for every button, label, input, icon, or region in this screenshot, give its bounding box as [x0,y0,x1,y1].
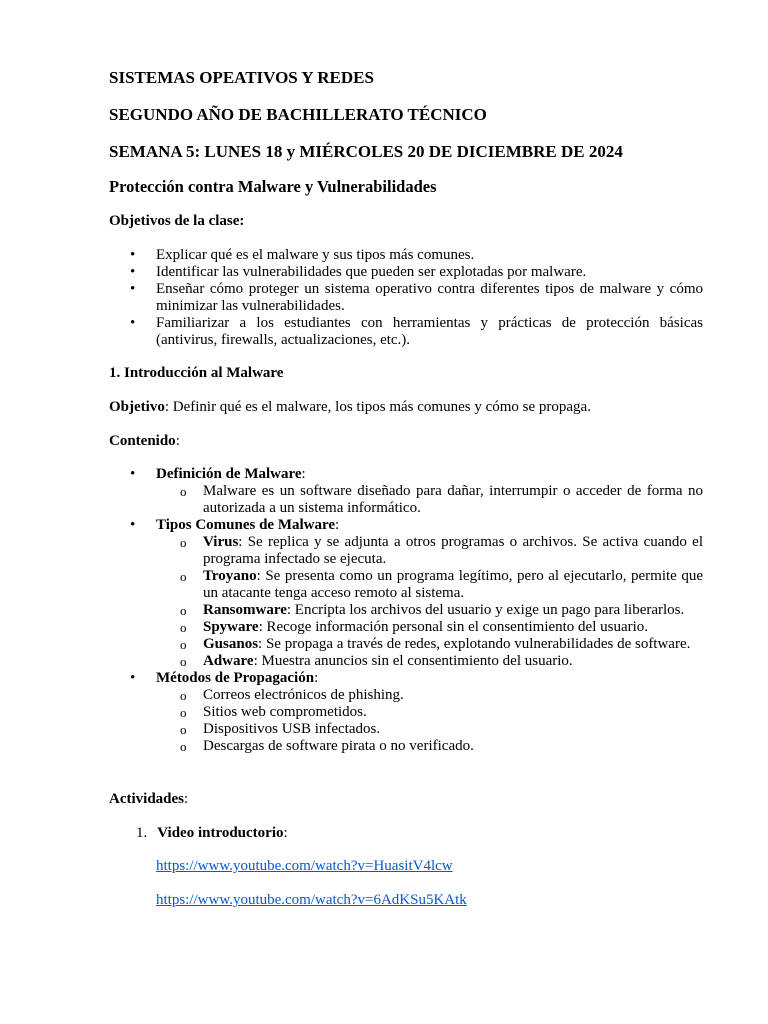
bullet-marker: • [130,264,136,280]
sub-bullet-marker: o [180,722,187,737]
list-item: • Tipos Comunes de Malware: [130,517,340,533]
objectives-heading: Objetivos de la clase: [109,213,245,229]
list-item: o Ransomware: Encripta los archivos del usuario y exige un pago para liberarlos. [180,602,685,618]
sub-bullet-marker: o [180,654,187,669]
content-label: Contenido: [109,433,180,449]
list-item: • Identificar las vulnerabilidades que pueden ser explotadas por malware. [130,264,587,280]
list-item: o Correos electrónicos de phishing. [180,687,404,703]
list-item: • Definición de Malware: [130,466,306,482]
list-item: • Explicar qué es el malware y sus tipos más comunes. [130,247,475,263]
bullet-marker: • [130,670,136,686]
bullet-marker: • [130,247,136,263]
list-item: o Troyano: Se presenta como un programa legítimo, pero al ejecutarlo, permite que un atacante tenga acceso remoto al sistema. [180,568,703,601]
activities-label: Actividades: [109,791,189,807]
sub-bullet-marker: o [180,569,187,584]
sub-bullet-marker: o [180,637,187,652]
list-item: o Malware es un software diseñado para dañar, interrumpir o acceder de forma no autorizada a un sistema informático. [180,483,703,516]
bullet-marker: • [130,281,136,297]
objective-line: Objetivo: Definir qué es el malware, los tipos más comunes y cómo se propaga. [109,399,591,415]
list-item: o Dispositivos USB infectados. [180,721,381,737]
sub-bullet-marker: o [180,739,187,754]
content-list [0,466,768,755]
week-heading: SEMANA 5: LUNES 18 y MIÉRCOLES 20 DE DICIEMBRE DE 2024 [109,142,623,161]
list-item: o Gusanos: Se propaga a través de redes, explotando vulnerabilidades de software. [180,636,691,652]
sub-bullet-marker: o [180,603,187,618]
list-item: • Métodos de Propagación: [130,670,319,686]
grade-heading: SEGUNDO AÑO DE BACHILLERATO TÉCNICO [109,105,487,124]
list-item: • Enseñar cómo proteger un sistema operativo contra diferentes tipos de malware y cómo minimizar las vulnerabilidades. [130,281,703,314]
list-item: o Spyware: Recoge información personal sin el consentimiento del usuario. [180,619,649,635]
sub-bullet-marker: o [180,535,187,550]
list-item: • Familiarizar a los estudiantes con herramientas y prácticas de protección básicas (antivirus, firewalls, actualizaciones, etc.). [130,315,703,348]
sub-bullet-marker: o [180,688,187,703]
sub-bullet-marker: o [180,484,187,499]
topic-heading: Protección contra Malware y Vulnerabilidades [109,177,437,196]
bullet-marker: • [130,315,136,331]
bullet-marker: • [130,517,136,533]
activity-1: 1. Video introductorio: [136,825,288,841]
section1-title: 1. Introducción al Malware [109,365,284,381]
list-item: o Sitios web comprometidos. [180,704,367,720]
subject-heading: SISTEMAS OPEATIVOS Y REDES [109,68,374,87]
video-link-1[interactable]: https://www.youtube.com/watch?v=HuasitV4lcw [156,858,453,874]
sub-bullet-marker: o [180,705,187,720]
list-item: o Descargas de software pirata o no verificado. [180,738,474,754]
video-link-2[interactable]: https://www.youtube.com/watch?v=6AdKSu5KAtk [156,892,467,908]
bullet-marker: • [130,466,136,482]
list-item: o Virus: Se replica y se adjunta a otros programas o archivos. Se activa cuando el programa infectado se ejecuta. [180,534,703,567]
sub-bullet-marker: o [180,620,187,635]
objectives-list [0,247,768,349]
list-item: o Adware: Muestra anuncios sin el consentimiento del usuario. [180,653,573,669]
